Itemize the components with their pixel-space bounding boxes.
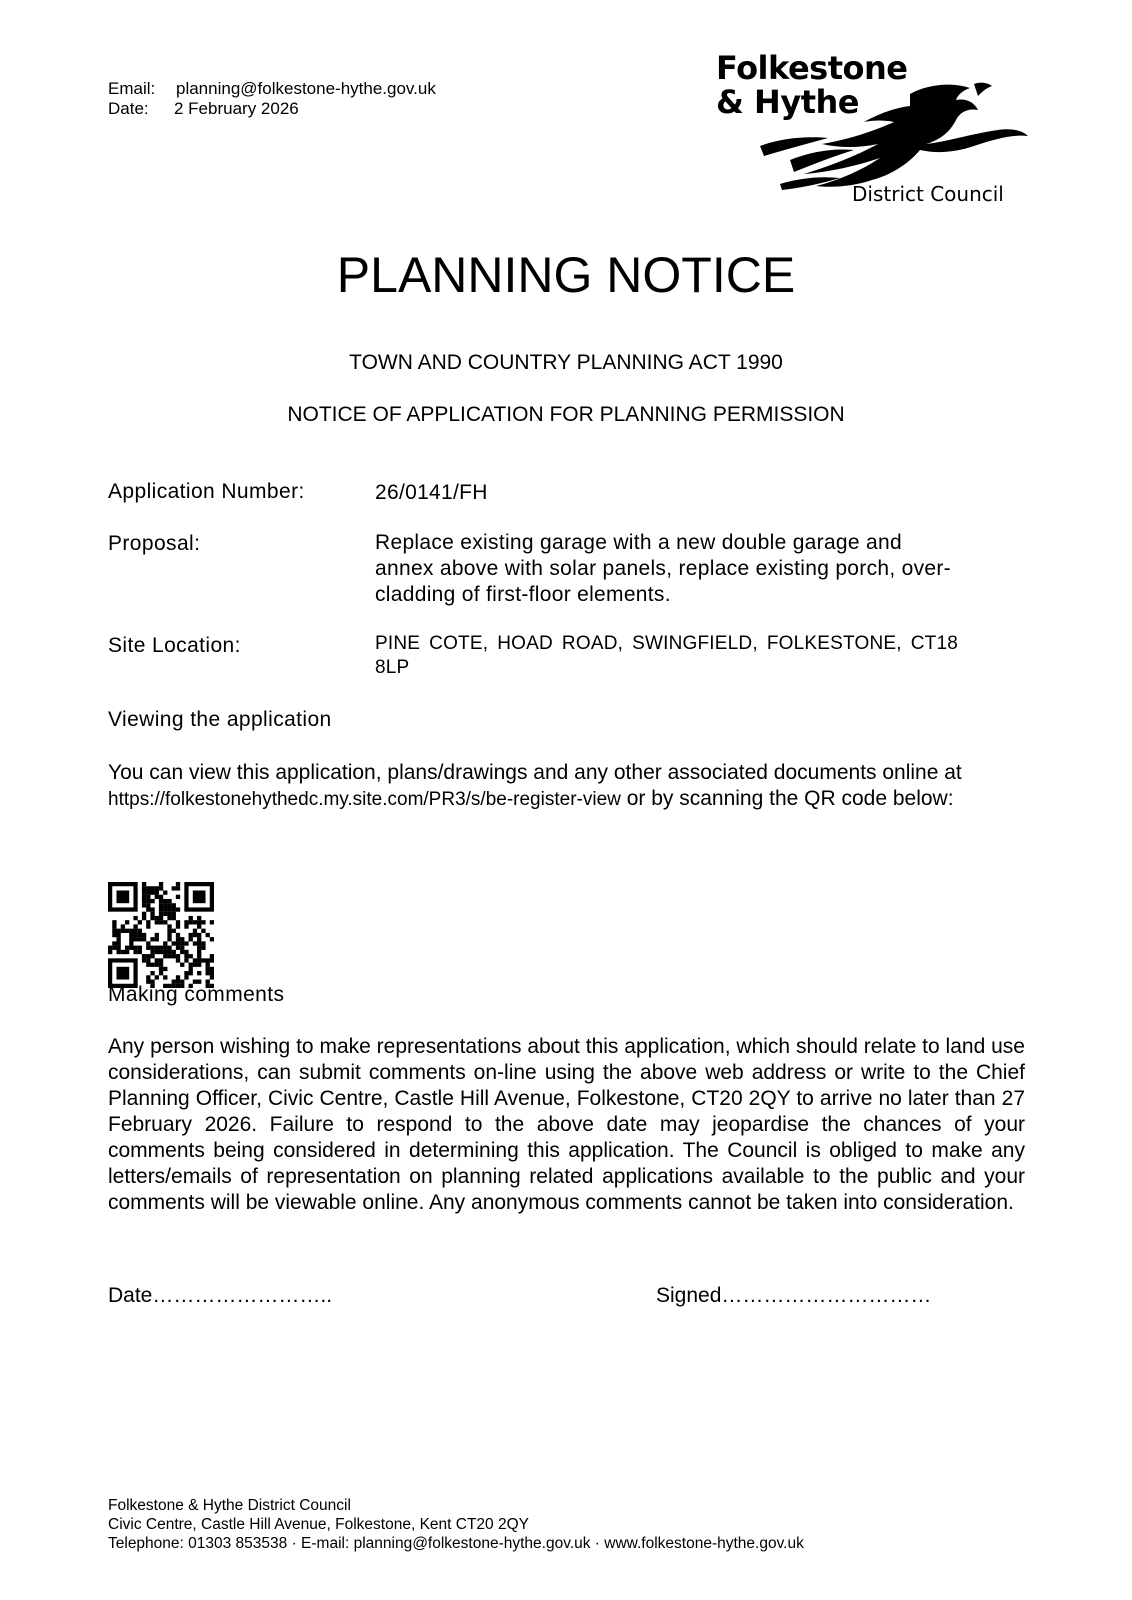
comments-text	[108, 1034, 1025, 1216]
proposal-label: Proposal:	[108, 532, 201, 555]
signoff-signed: Signed…………………………	[656, 1284, 932, 1307]
proposal-value: Replace existing garage with a new double garage and annex above with solar panels, replace existing porch, over-cladding of first-floor elements.	[375, 531, 951, 606]
logo-line2: & Hythe	[716, 83, 859, 121]
council-logo	[716, 49, 1026, 212]
email-label: Email:	[108, 79, 156, 98]
footer-address: Civic Centre, Castle Hill Avenue, Folkestone, Kent CT20 2QY	[108, 1516, 529, 1533]
footer-contact: Telephone: 01303 853538 · E-mail: planning@folkestone-hythe.gov.uk · www.folkestone-hythe.gov.uk	[108, 1535, 804, 1552]
page-title: PLANNING NOTICE	[336, 247, 796, 303]
footer-council-name: Folkestone & Hythe District Council	[108, 1497, 351, 1514]
act-heading: TOWN AND COUNTRY PLANNING ACT 1990	[349, 351, 783, 374]
date-label: Date:	[108, 99, 149, 118]
viewing-text-after: or by scanning the QR code below:	[620, 787, 954, 810]
comments-text-before: Any person wishing to make representations about this application, which should relate to land use considerations, can submit comments on-line using the above web address or write to the Chief Planning Officer, Civic Centre, Castle Hill Avenue, Folkestone, CT20 2QY to arrive no later than	[108, 1035, 1025, 1110]
viewing-heading: Viewing the application	[108, 708, 332, 731]
register-view-link[interactable]: https://folkestonehythedc.my.site.com/PR3/s/be-register-view	[108, 789, 621, 810]
viewing-text-before: You can view this application, plans/drawings and any other associated documents online at	[108, 761, 962, 784]
qr-code-icon[interactable]	[108, 882, 214, 988]
logo-line3: District Council	[852, 182, 1004, 206]
application-number-value: 26/0141/FH	[375, 481, 488, 504]
site-location-label: Site Location:	[108, 634, 241, 657]
email-value[interactable]: planning@folkestone-hythe.gov.uk	[176, 79, 436, 98]
signoff-date: Date……………………..	[108, 1284, 333, 1307]
viewing-text	[108, 760, 1025, 813]
notice-subtitle: NOTICE OF APPLICATION FOR PLANNING PERMISSION	[287, 403, 845, 426]
comments-text-after: . Failure to respond to the above date may jeopardise the chances of your comments being considered in determining this application. The Council is obliged to make any letters/emails of representation on planning related applications available to the public and your comments will be viewable online. Any anonymous comments cannot be taken into consideration.	[108, 1113, 1025, 1214]
site-location-value: PINE COTE, HOAD ROAD, SWINGFIELD, FOLKESTONE, CT18 8LP	[375, 633, 958, 678]
header-email	[108, 79, 436, 99]
date-value: 2 February 2026	[174, 99, 299, 118]
logo-line1: Folkestone	[716, 49, 908, 87]
comments-heading: Making comments	[108, 983, 285, 1006]
horse-emblem-icon	[760, 80, 1030, 192]
header-date	[108, 99, 299, 119]
comments-deadline: 27 February 2026	[108, 1087, 1025, 1136]
application-number-label: Application Number:	[108, 480, 305, 503]
